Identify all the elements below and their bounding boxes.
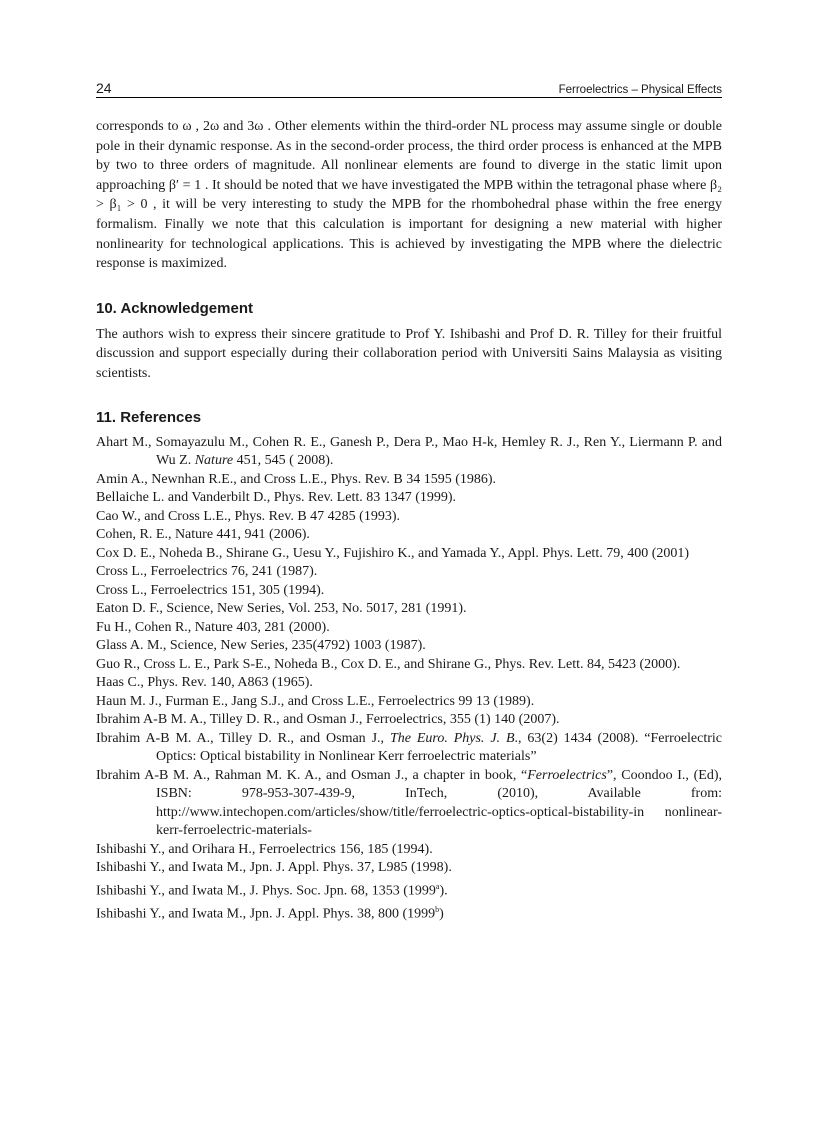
reference-item bbox=[96, 656, 722, 675]
reference-text: Eaton D. F., Science, New Series, Vol. 253, No. 5017, 281 (1991). bbox=[96, 601, 467, 617]
reference-text: Guo R., Cross L. E., Park S-E., Noheda B., Cox D. E., and Shirane G., Phys. Rev. Lett. 84, 5423 (2000). bbox=[96, 656, 681, 672]
reference-superscript: a bbox=[435, 881, 440, 891]
acknowledgement-heading: 10. Acknowledgement bbox=[96, 299, 253, 317]
reference-item bbox=[96, 434, 722, 471]
acknowledgement-text: The authors wish to express their sincere gratitude to Prof Y. Ishibashi and Prof D. R. Tilley for their fruitful discussion and support especially during their collaboration period with Universiti Sains Malaysia as visiting scientists. bbox=[96, 326, 722, 381]
reference-item bbox=[96, 693, 722, 712]
reference-text: Cross L., Ferroelectrics 151, 305 (1994). bbox=[96, 582, 325, 598]
reference-item bbox=[96, 878, 722, 901]
reference-text: Cross L., Ferroelectrics 76, 241 (1987). bbox=[96, 564, 318, 580]
reference-text: Ishibashi Y., and Iwata M., J. Phys. Soc. Jpn. 68, 1353 (1999 bbox=[96, 883, 436, 899]
references-list bbox=[96, 434, 722, 924]
reference-item bbox=[96, 489, 722, 508]
page-header bbox=[96, 80, 722, 98]
reference-journal: Ferroelectrics bbox=[527, 767, 607, 783]
references-heading: 11. References bbox=[96, 408, 202, 426]
reference-text: Ishibashi Y., and Orihara H., Ferroelectrics 156, 185 (1994). bbox=[96, 841, 433, 857]
reference-text: Ibrahim A-B M. A., Rahman M. K. A., and Osman J., a chapter in book, “ bbox=[96, 767, 528, 783]
reference-text: Fu H., Cohen R., Nature 403, 281 (2000). bbox=[96, 619, 330, 635]
reference-item bbox=[96, 545, 722, 564]
reference-text: Haun M. J., Furman E., Jang S.J., and Cross L.E., Ferroelectrics 99 13 (1989). bbox=[96, 693, 535, 709]
running-title: Ferroelectrics – Physical Effects bbox=[558, 84, 722, 96]
reference-item bbox=[96, 526, 722, 545]
reference-superscript: b bbox=[435, 904, 440, 914]
reference-item bbox=[96, 619, 722, 638]
reference-item bbox=[96, 730, 722, 767]
reference-item bbox=[96, 901, 722, 924]
reference-item bbox=[96, 563, 722, 582]
reference-item bbox=[96, 637, 722, 656]
reference-journal: The Euro. Phys. J. B bbox=[389, 730, 515, 746]
page bbox=[96, 80, 722, 924]
reference-text: Cohen, R. E., Nature 441, 941 (2006). bbox=[96, 527, 310, 543]
body-paragraph: corresponds to ω , 2ω and 3ω . Other elements within the third-order NL process may assume single or double pole in their dynamic response. As in the second-order process, the third order process is enhanced at the MPB by two to three orders of magnitude. All nonlinear elements are found to diverge in the static limit upon approaching β′ = 1 . It should be noted that we have investigated the MPB within the tetragonal phase where β₂ > β₁ > 0 , it will be very interesting to study the MPB for the rhombohedral phase within the free energy formalism. Finally we note that this calculation is important for designing a new material with higher nonlinearity for technological applications. This is achieved by investigating the MPB where the dielectric response is maximized. bbox=[96, 119, 722, 272]
reference-text-tail: 451, 545 ( 2008). bbox=[233, 453, 334, 469]
reference-text: Amin A., Newnhan R.E., and Cross L.E., Phys. Rev. B 34 1595 (1986). bbox=[96, 471, 497, 487]
reference-text: Bellaiche L. and Vanderbilt D., Phys. Rev. Lett. 83 1347 (1999). bbox=[96, 490, 457, 506]
reference-text: Ahart M., Somayazulu M., Cohen R. E., Ganesh P., Dera P., Mao H-k, Hemley R. J., Ren Y., Liermann P. and Wu Z. bbox=[96, 434, 722, 469]
reference-text: Ibrahim A-B M. A., Tilley D. R., and Osman J., bbox=[96, 730, 390, 746]
reference-text: Glass A. M., Science, New Series, 235(4792) 1003 (1987). bbox=[96, 638, 426, 654]
reference-item bbox=[96, 508, 722, 527]
reference-item bbox=[96, 600, 722, 619]
reference-item bbox=[96, 471, 722, 490]
reference-text: Cox D. E., Noheda B., Shirane G., Uesu Y., Fujishiro K., and Yamada Y., Appl. Phys. Lett. 79, 400 (2001) bbox=[96, 545, 690, 561]
reference-text: Ishibashi Y., and Iwata M., Jpn. J. Appl. Phys. 38, 800 (1999 bbox=[96, 906, 436, 922]
reference-item bbox=[96, 841, 722, 860]
reference-item bbox=[96, 711, 722, 730]
reference-item bbox=[96, 674, 722, 693]
reference-text: Ibrahim A-B M. A., Tilley D. R., and Osman J., Ferroelectrics, 355 (1) 140 (2007). bbox=[96, 712, 560, 728]
reference-text-tail: ”, Coondoo I., (Ed), ISBN: 978-953-307-439-9, InTech, (2010), Available from: http://www.intechopen.com/articles/show/title/ferroelectric-optics-optical-bistability-in nonlinear-kerr-ferroelectric-materials- bbox=[156, 767, 723, 839]
reference-item bbox=[96, 767, 722, 841]
reference-text-tail: ., 63(2) 1434 (2008). “Ferroelectric Optics: Optical bistability in Nonlinear Kerr ferroelectric materials” bbox=[156, 730, 722, 765]
reference-text: Ishibashi Y., and Iwata M., Jpn. J. Appl. Phys. 37, L985 (1998). bbox=[96, 860, 452, 876]
reference-item bbox=[96, 859, 722, 878]
reference-item bbox=[96, 582, 722, 601]
reference-text: Haas C., Phys. Rev. 140, A863 (1965). bbox=[96, 675, 313, 691]
reference-text-tail: ). bbox=[439, 883, 448, 899]
page-number: 24 bbox=[96, 80, 112, 96]
reference-journal: Nature bbox=[194, 453, 234, 469]
reference-text-tail: ) bbox=[439, 906, 444, 922]
reference-text: Cao W., and Cross L.E., Phys. Rev. B 47 4285 (1993). bbox=[96, 508, 400, 524]
